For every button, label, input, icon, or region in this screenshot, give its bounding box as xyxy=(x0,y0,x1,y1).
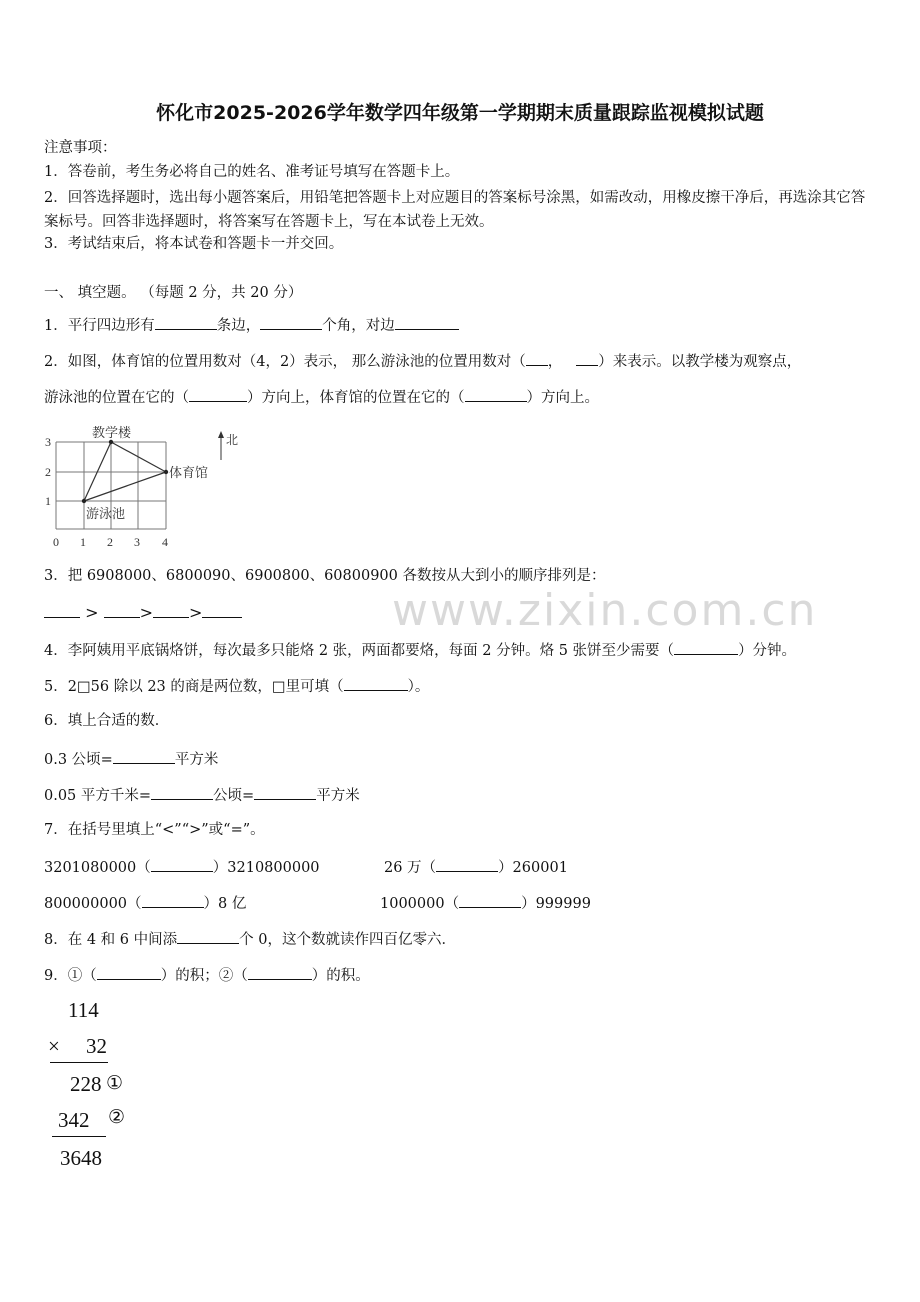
q7-text: 800000000（ xyxy=(44,896,142,912)
answer-blank[interactable] xyxy=(395,314,459,330)
greater-than-sign: > xyxy=(139,603,153,622)
answer-blank[interactable] xyxy=(436,856,498,872)
q1-text-2: 条边， xyxy=(216,318,261,334)
q1-text-1: 1．平行四边形有 xyxy=(44,318,155,334)
q2-text-3: ）来表示。以教学楼为观察点， xyxy=(598,354,802,370)
multiplication-rule xyxy=(50,1062,108,1063)
answer-blank[interactable] xyxy=(177,928,239,944)
watermark: www.zixin.com.cn xyxy=(392,585,818,636)
question-5 xyxy=(44,675,429,697)
answer-blank[interactable] xyxy=(151,784,213,800)
gym-label: 体育馆 xyxy=(169,465,209,480)
x-tick: 2 xyxy=(107,535,113,549)
pool-label: 游泳池 xyxy=(86,506,126,521)
q7-text: 26 万（ xyxy=(384,860,437,876)
answer-blank[interactable] xyxy=(674,639,738,655)
q8-text-2: 个 0，这个数就读作四百亿零六． xyxy=(239,932,456,948)
y-tick: 1 xyxy=(45,494,51,508)
answer-blank[interactable] xyxy=(97,964,161,980)
q7-text: ）8 亿 xyxy=(203,896,247,912)
vertical-multiplication xyxy=(46,996,166,1176)
question-7-item-2 xyxy=(384,856,568,878)
x-tick: 4 xyxy=(162,535,168,549)
q6-text-1: 0.3 公顷= xyxy=(44,752,113,768)
answer-blank[interactable] xyxy=(155,314,217,330)
q6-text-2: 平方米 xyxy=(174,752,219,768)
multiplier: 32 xyxy=(86,1034,107,1058)
q4-text-1: 4．李阿姨用平底锅烙饼，每次最多只能烙 2 张，两面都要烙，每面 2 分钟。烙 5 张饼至少需要（ xyxy=(44,643,675,659)
gym-point xyxy=(164,470,168,474)
question-1 xyxy=(44,314,459,336)
multiplicand: 114 xyxy=(68,998,99,1022)
section-heading: 一、 填空题。 （每题 2 分，共 20 分） xyxy=(44,285,303,301)
question-6-line-2 xyxy=(44,784,360,806)
question-2-line-2 xyxy=(44,386,599,408)
x-tick: 0 xyxy=(53,535,59,549)
page-title: 怀化市2025-2026学年数学四年级第一学期期末质量跟踪监视模拟试题 xyxy=(156,102,764,124)
question-3 xyxy=(44,566,605,586)
teaching-building-point xyxy=(109,440,113,444)
q1-text-3: 个角，对边 xyxy=(322,318,395,334)
q7-text: 1000000（ xyxy=(380,896,460,912)
x-tick: 3 xyxy=(134,535,140,549)
q6-text-3: 0.05 平方千米= xyxy=(44,788,152,804)
q8-text-1: 8．在 4 和 6 中间添 xyxy=(44,932,178,948)
q7-text: ）260001 xyxy=(498,860,568,876)
pool-point xyxy=(82,499,86,503)
answer-blank[interactable] xyxy=(189,386,247,402)
answer-blank[interactable] xyxy=(344,675,408,691)
notice-item-3: 3．考试结束后，将本试卷和答题卡一并交回。 xyxy=(44,236,344,252)
final-product: 3648 xyxy=(60,1146,102,1170)
answer-blank[interactable] xyxy=(260,314,322,330)
notice-item-2: 2．回答选择题时，选出每小题答案后，用铅笔把答题卡上对应题目的答案标号涂黑，如需改动，用橡皮擦干净后，再选涂其它答案标号。回答非选择题时，将答案写在答题卡上，写在本试卷上无效。 xyxy=(44,190,866,230)
q9-text-3: ）的积。 xyxy=(311,968,370,984)
x-tick: 1 xyxy=(80,535,86,549)
partial-product-2: 342 xyxy=(58,1108,90,1132)
question-6-line-1 xyxy=(44,748,218,770)
greater-than-sign: > xyxy=(189,603,203,622)
answer-blank[interactable] xyxy=(526,350,548,366)
question-7-item-1 xyxy=(44,856,320,878)
question-6: 6．填上合适的数． xyxy=(44,713,170,729)
answer-blank[interactable] xyxy=(113,748,175,764)
question-9 xyxy=(44,964,370,986)
position-grid-figure xyxy=(40,422,240,552)
q9-text-1: 9．①（ xyxy=(44,968,97,984)
question-7-item-4 xyxy=(380,892,591,914)
q3-text: 3．把 6908000、6800090、6900800、60800900 各数按从大到小的顺序排列是： xyxy=(44,568,606,584)
times-sign: × xyxy=(48,1034,60,1058)
question-8 xyxy=(44,928,456,950)
q7-text: ）3210800000 xyxy=(212,860,320,876)
q2-text-1: 2．如图，体育馆的位置用数对（4，2）表示， 那么游泳池的位置用数对（ xyxy=(44,354,526,370)
answer-blank[interactable] xyxy=(459,892,521,908)
north-arrowhead-icon xyxy=(218,431,224,438)
question-2-line-1 xyxy=(44,350,801,372)
answer-blank[interactable] xyxy=(254,784,316,800)
question-7-item-3 xyxy=(44,892,246,914)
greater-than-sign: > xyxy=(85,603,99,622)
circle-two-mark: ② xyxy=(108,1106,126,1128)
teaching-building-label: 教学楼 xyxy=(92,425,132,440)
q7-text: ）999999 xyxy=(521,896,591,912)
notice-item-1: 1．答卷前，考生务必将自己的姓名、准考证号填写在答题卡上。 xyxy=(44,164,460,180)
north-label: 北 xyxy=(226,433,239,447)
q7-text: 3201080000（ xyxy=(44,860,151,876)
answer-blank[interactable] xyxy=(465,386,527,402)
answer-blank[interactable] xyxy=(142,892,204,908)
q6-text-5: 平方米 xyxy=(316,788,360,804)
q6-text-4: 公顷= xyxy=(213,788,255,804)
q4-text-2: ）分钟。 xyxy=(738,643,797,659)
answer-blank[interactable] xyxy=(248,964,312,980)
q9-text-2: ）的积；②（ xyxy=(160,968,248,984)
y-tick: 2 xyxy=(45,465,51,479)
multiplication-rule xyxy=(52,1136,106,1137)
answer-blank[interactable] xyxy=(44,602,80,618)
partial-product-1: 228 xyxy=(70,1072,102,1096)
q2-text-5: ）方向上，体育馆的位置在它的（ xyxy=(247,390,465,406)
q2-text-2: ， xyxy=(547,354,563,370)
answer-blank[interactable] xyxy=(576,350,598,366)
circle-one-mark: ① xyxy=(106,1072,124,1094)
question-4 xyxy=(44,639,796,661)
notice-heading: 注意事项： xyxy=(44,140,117,156)
y-tick: 3 xyxy=(45,435,51,449)
q2-text-6: ）方向上。 xyxy=(526,390,599,406)
q5-text-1: 5．2□56 除以 23 的商是两位数，□里可填（ xyxy=(44,679,344,695)
answer-blank[interactable] xyxy=(153,602,189,618)
q5-text-2: ）。 xyxy=(407,679,430,695)
answer-blank[interactable] xyxy=(151,856,213,872)
question-7: 7．在括号里填上“<”“>”或“=”。 xyxy=(44,822,265,838)
question-3-order xyxy=(44,602,242,623)
answer-blank[interactable] xyxy=(202,602,242,618)
answer-blank[interactable] xyxy=(104,602,140,618)
q2-text-4: 游泳池的位置在它的（ xyxy=(44,390,189,406)
